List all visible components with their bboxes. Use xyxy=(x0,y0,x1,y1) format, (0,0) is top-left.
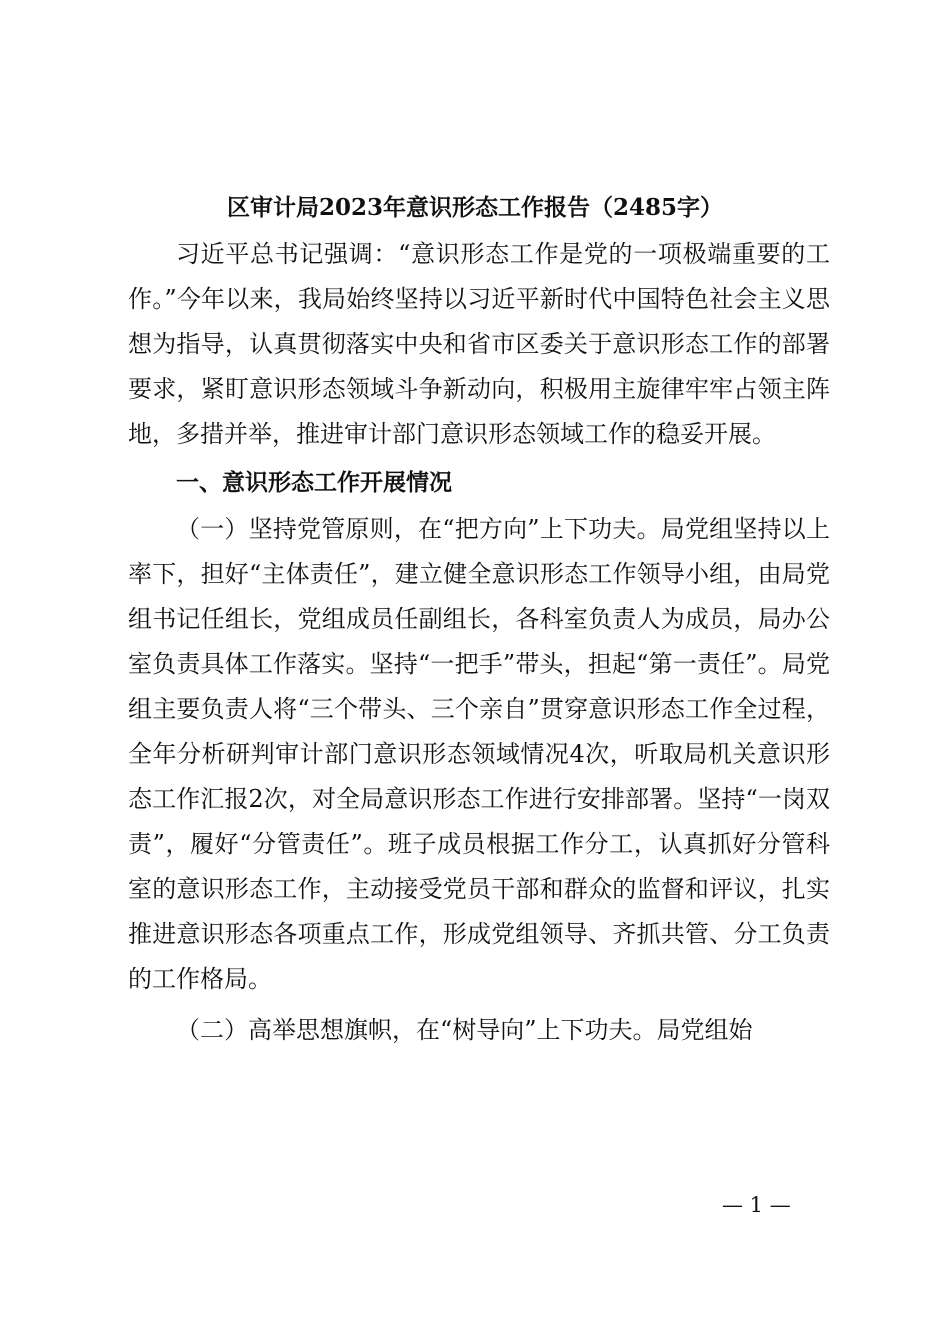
subsection-paragraph-1: （一）坚持党管原则，在“把方向”上下功夫。局党组坚持以上率下，担好“主体责任”，建立健全意识形态工作领导小组，由局党组书记任组长，党组成员任副组长，各科室负责人为成员，局办公室负责具体工作落实。坚持“一把手”带头，担起“第一责任”。局党组主要负责人将“三个带头、三个亲自”贯穿意识形态工作全过程，全年分析研判审计部门意识形态领域情况4次，听取局机关意识形态工作汇报2次，对全局意识形态工作进行安排部署。坚持“一岗双责”，履好“分管责任”。班子成员根据工作分工，认真抓好分管科室的意识形态工作，主动接受党员干部和群众的监督和评议，扎实推进意识形态各项重点工作，形成党组领导、齐抓共管、分工负责的工作格局。 xyxy=(128,515,830,993)
section-heading: 一、意识形态工作开展情况 xyxy=(176,470,452,496)
document-title: 区审计局2023年意识形态工作报告（2485字） xyxy=(226,194,724,221)
intro-paragraph: 习近平总书记强调：“意识形态工作是党的一项极端重要的工作。”今年以来，我局始终坚持以习近平新时代中国特色社会主义思想为指导，认真贯彻落实中央和省市区委关于意识形态工作的部署要求，紧盯意识形态领域斗争新动向，积极用主旋律牢牢占领主阵地，多措并举，推进审计部门意识形态领域工作的稳妥开展。 xyxy=(128,240,830,448)
page-number: — 1 — xyxy=(722,1193,791,1217)
document-body xyxy=(128,232,830,1053)
subsection-paragraph-2: （二）高举思想旗帜，在“树导向”上下功夫。局党组始 xyxy=(176,1016,753,1044)
